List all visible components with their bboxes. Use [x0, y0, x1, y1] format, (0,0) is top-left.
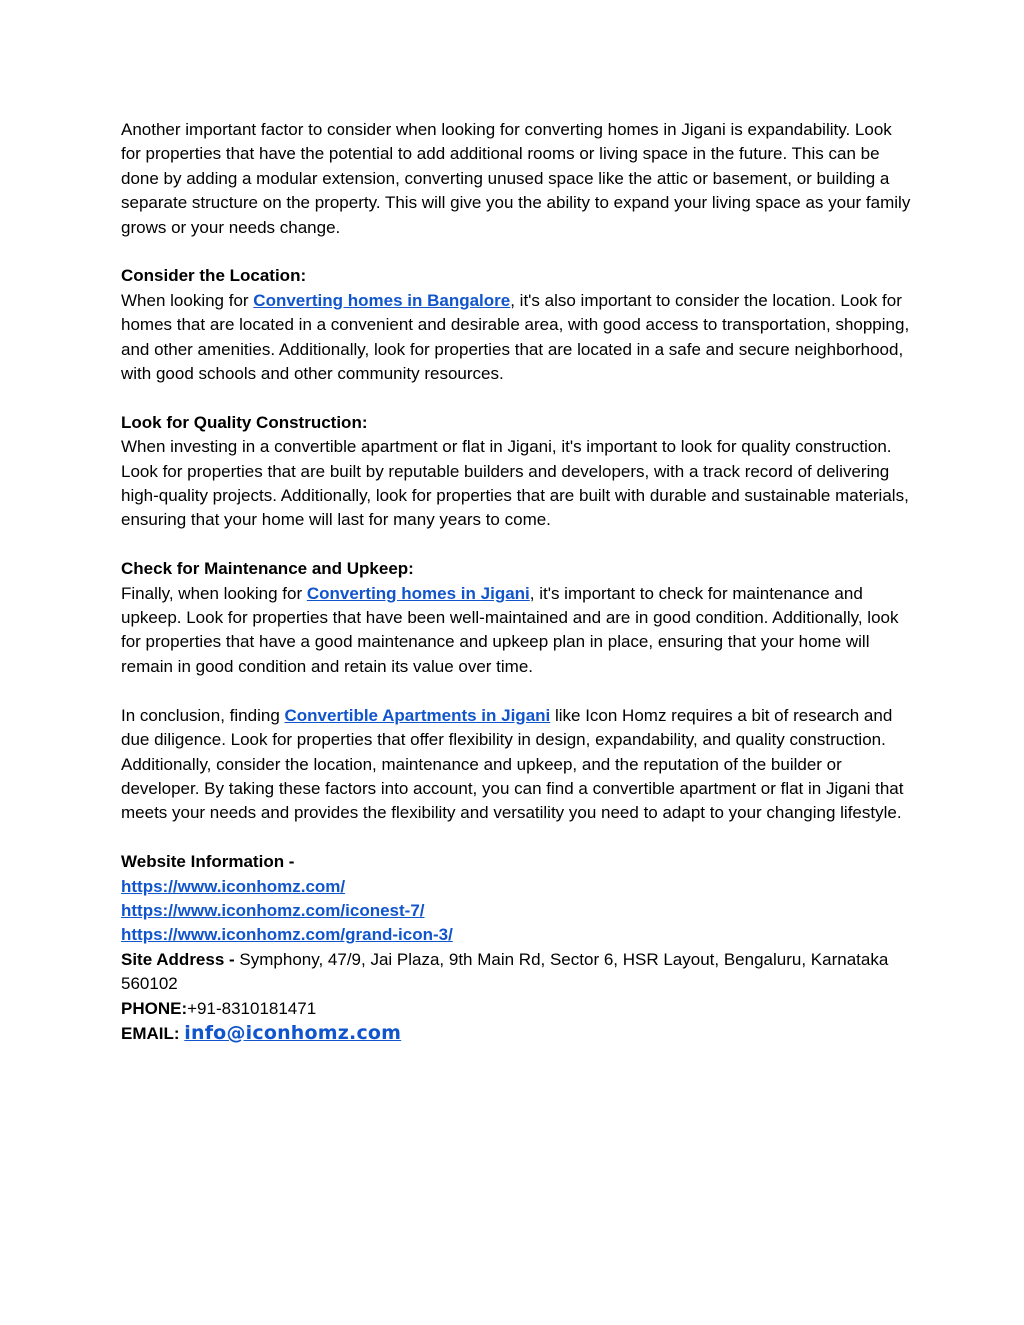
location-text-before: When looking for: [121, 290, 254, 310]
maintenance-heading: Check for Maintenance and Upkeep:: [121, 559, 414, 579]
website-link-home[interactable]: https://www.iconhomz.com/: [121, 876, 346, 896]
paragraph-spacer: [121, 240, 911, 264]
link-converting-homes-bangalore[interactable]: Converting homes in Bangalore: [253, 290, 511, 310]
email-line: [121, 1021, 911, 1046]
conclusion-text-before: In conclusion, finding: [121, 705, 285, 725]
site-address-label: Site Address -: [121, 949, 240, 969]
quality-paragraph: When investing in a convertible apartment or flat in Jigani, it's important to look for quality construction. Look for properties that are built by reputable builders and developers, with a track record of delivering high-quality projects. Additionally, look for properties that are built with durable and sustainable materials, ensuring that your home will last for many years to come.: [121, 437, 909, 530]
phone-line: [121, 997, 911, 1021]
paragraph-spacer: [121, 826, 911, 850]
website-link-grand-icon[interactable]: https://www.iconhomz.com/grand-icon-3/: [121, 925, 453, 945]
phone-value: +91-8310181471: [187, 998, 317, 1018]
website-link-row: [121, 899, 911, 923]
conclusion-text-after: like Icon Homz requires a bit of research and due diligence. Look for properties that offer flexibility in design, expandability, and quality construction. Additionally, consider the location, maintenance and upkeep, and the reputation of the builder or developer. By taking these factors into account, you can find a convertible apartment or flat in Jigani that meets your needs and provides the flexibility and versatility you need to adapt to your changing lifestyle.: [121, 705, 904, 823]
maintenance-paragraph: [121, 582, 911, 680]
intro-paragraph: Another important factor to consider when looking for converting homes in Jigani is expandability. Look for properties that have the potential to add additional rooms or living space in the future. This can be done by adding a modular extension, converting unused space like the attic or basement, or building a separate structure on the property. This will give you the ability to expand your living space as your family grows or your needs change.: [121, 120, 911, 237]
website-link-row: [121, 923, 911, 947]
location-paragraph: [121, 289, 911, 387]
document-page: [121, 118, 911, 1046]
location-heading: Consider the Location:: [121, 266, 307, 286]
email-label: EMAIL:: [121, 1023, 185, 1043]
paragraph-spacer: [121, 386, 911, 410]
maintenance-text-before: Finally, when looking for: [121, 583, 307, 603]
maintenance-text-after: , it's important to check for maintenance and upkeep. Look for properties that have been well-maintained and are in good condition. Additionally, look for properties that have a good maintenance and upkeep plan in place, ensuring that your home will remain in good condition and retain its value over time.: [121, 583, 899, 676]
quality-heading: Look for Quality Construction:: [121, 412, 368, 432]
email-link[interactable]: info@iconhomz.com: [184, 1021, 402, 1044]
website-info-heading: Website Information -: [121, 852, 295, 872]
site-address: [121, 948, 911, 997]
link-convertible-apartments-jigani[interactable]: Convertible Apartments in Jigani: [284, 705, 551, 725]
link-converting-homes-jigani[interactable]: Converting homes in Jigani: [306, 583, 530, 603]
location-text-after: , it's also important to consider the location. Look for homes that are located in a convenient and desirable area, with good access to transportation, shopping, and other amenities. Additionally, look for properties that are located in a safe and secure neighborhood, with good schools and other community resources.: [121, 290, 910, 384]
conclusion-paragraph: [121, 704, 911, 826]
paragraph-spacer: [121, 533, 911, 557]
phone-label: PHONE:: [121, 998, 188, 1018]
website-link-iconest[interactable]: https://www.iconhomz.com/iconest-7/: [121, 900, 425, 920]
paragraph-spacer: [121, 679, 911, 703]
website-link-row: [121, 875, 911, 899]
site-address-value: Symphony, 47/9, Jai Plaza, 9th Main Rd, Sector 6, HSR Layout, Bengaluru, Karnataka 560102: [121, 949, 889, 994]
